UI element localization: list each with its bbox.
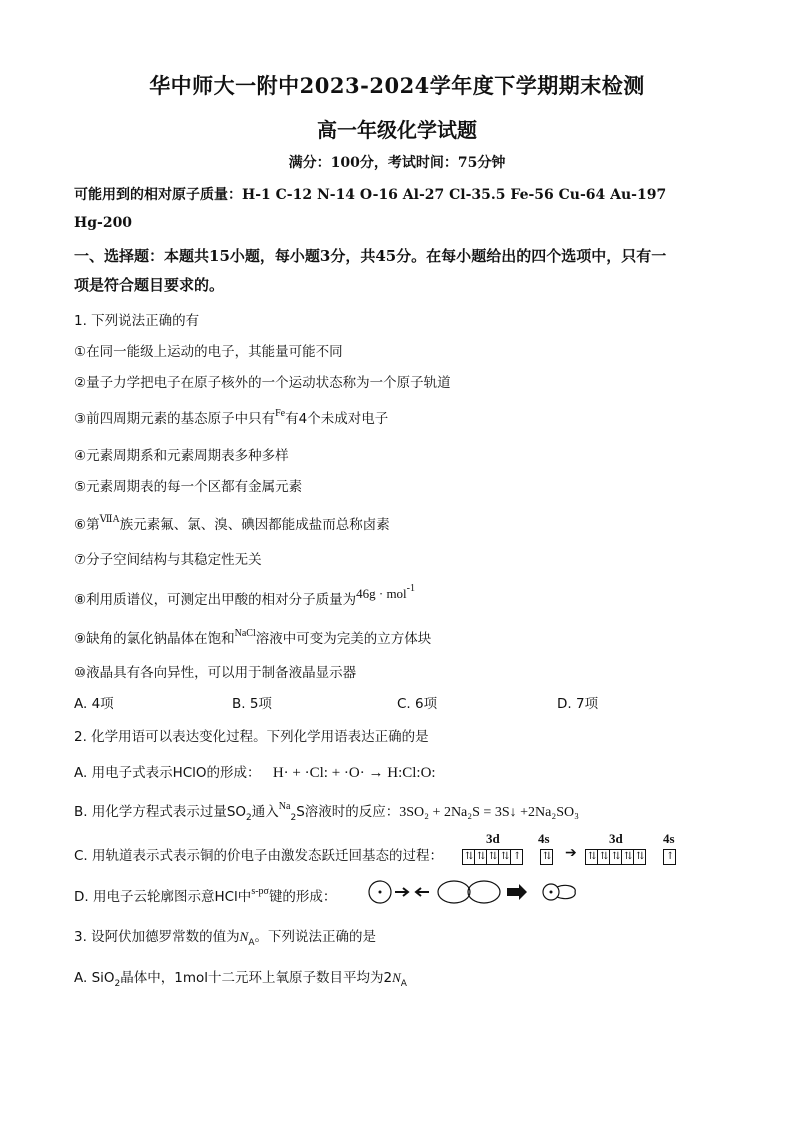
orbital-label-3d: 3d [486,831,500,846]
q2-d-text-b: 键的形成： [268,889,337,905]
q1-s9-text-b: 溶液中可变为完美的立方体块 [255,631,432,647]
q2-option-a [74,761,436,782]
transition-arrow-icon: ➔ [565,845,577,861]
section-heading-line2: 项是符合题目要求的。 [74,276,225,294]
q1-s3-text-b: 有4个未成对电子 [285,411,389,427]
score-time-line: 满分：100分，考试时间：75分钟 [288,155,506,171]
q3-stem-text-a: 3. 设阿伏加德罗常数的值为 [74,929,240,945]
right-arrow-icon [395,888,408,896]
q1-s3-fe: Fe [275,408,286,419]
q1-statement-5: ⑤元素周期表的每一个区都有金属元素 [74,479,303,495]
orbital-label-3d-ground: 3d [609,831,623,846]
q1-s8-value: 46g · mol [356,586,407,601]
q1-stem: 1. 下列说法正确的有 [74,313,200,329]
q2-b-na: Na [278,801,291,812]
q1-option-b: B. 5项 [232,696,272,712]
q2-a-text: A. 用电子式表示HClO的形成： [74,765,261,781]
q3-stem [74,925,377,948]
q1-s3-text-a: ③前四周期元素的基态原子中只有 [74,411,276,427]
q2-d-text-a: D. 用电子云轮廓图示意HCl中 [74,889,252,905]
q2-option-c: C. 用轨道表示式表示铜的价电子由激发态跃迁回基态的过程： [74,848,444,864]
q3-na-sub: A [248,938,255,948]
q2-a-formula: H· + ·Cl: + ·O· → H:Cl:O: [272,765,436,781]
q2-b-text-b: 通入 [251,804,279,820]
exam-title: 华中师大一附中2023-2024学年度下学期期末检测 [149,73,645,98]
electron-cloud-diagram [367,877,577,907]
q3-a-na: N [392,970,401,985]
atomic-masses-line1: 可能用到的相对原子质量：H-1 C-12 N-14 O-16 Al-27 Cl-35.5 Fe-56 Cu-64 Au-197 [74,187,667,203]
q2-option-b: B. 用化学方程式表示过量$SO_2$通入$^{Na}_2$S溶液时的反应：3SO₂ + 2Na₂S = 3S↓ +2Na₂SO₃ [74,801,579,823]
q3-a-text-b: 晶体中，1mol十二元环上氧原子数目平均为2 [120,970,393,986]
bold-arrow-icon [507,884,527,900]
q1-statement-2: ②量子力学把电子在原子核外的一个运动状态称为一个原子轨道 [74,375,451,391]
q1-s6-text-a: ⑥第 [74,517,100,533]
q1-s9-nacl: NaCl [234,628,256,639]
q1-statement-1: ①在同一能级上运动的电子，其能量可能不同 [74,344,343,360]
q2-b-text-d: S溶液时的反应： [296,804,400,820]
q1-statement-8 [74,583,416,608]
q1-s9-text-a: ⑨缺角的氯化钠晶体在饱和 [74,631,235,647]
exam-subtitle: 高一年级化学试题 [317,118,477,142]
q2-d-sp: s-pσ [251,886,269,897]
atomic-masses-line2: Hg-200 [74,215,133,231]
q1-statement-7: ⑦分子空间结构与其稳定性无关 [74,552,262,568]
q1-option-a: A. 4项 [74,696,114,712]
q3-stem-text-b: 。下列说法正确的是 [254,929,377,945]
orbital-label-4s-ground: 4s [663,831,675,846]
q3-a-na-sub: A [400,979,407,989]
q2-stem: 2. 化学用语可以表达变化过程。下列化学用语表达正确的是 [74,729,429,745]
left-arrow-icon [416,888,429,896]
q1-s6-text-b: 族元素氟、氯、溴、碘因都能成盐而总称卤素 [119,517,390,533]
q1-statement-10: ⑩液晶具有各向异性，可以用于制备液晶显示器 [74,665,357,681]
orbital-label-4s: 4s [538,831,550,846]
q2-b-text-a: B. 用化学方程式表示过量SO [74,804,247,820]
p-orbital-lobe-left [438,881,470,903]
section-heading-line1: 一、选择题：本题共15小题，每小题3分，共45分。在每小题给出的四个选项中，只有一 [74,247,667,265]
q2-option-d [74,885,336,905]
sp-overlap-p-icon [557,885,575,898]
p-orbital-lobe-right [468,881,500,903]
q1-option-c: C. 6项 [397,696,438,712]
q1-s8-text-a: ⑧利用质谱仪，可测定出甲酸的相对分子质量为 [74,592,357,608]
q1-statement-9 [74,627,431,647]
q1-s6-group: ⅦA [99,514,120,525]
q1-statement-3 [74,407,388,427]
q1-s8-exponent: -1 [406,583,416,594]
q1-option-d: D. 7项 [557,696,599,712]
q3-option-a: A. SiO$_2$晶体中，1mol十二元环上氧原子数目平均为$2N_A$ [74,970,407,989]
q2-b-equation: 3SO₂ + 2Na₂S = 3S↓ +2Na₂SO₃ [399,805,579,820]
q1-statement-6 [74,513,390,533]
q3-na: N [239,929,249,944]
q1-statement-4: ④元素周期系和元素周期表多种多样 [74,448,289,464]
q3-a-text-a: A. SiO [74,970,115,986]
exam-page: 华中师大一附中2023-2024学年度下学期期末检测 高一年级化学试题 满分：100分，考试时间：75分钟 可能用到的相对原子质量：H-1 C-12 N-14 O-16 Al-27 Cl-35.5 Fe-56 Cu-64 Au-197 Hg-200 一、选择题：本题共15小题，每小题3分，共45分。在每小题给出的四个选项中，只有一 项是符合题目要求的。 1. 下列说法正确的有 ①在同一能级上运动的电子，其能量可能不同 ②量子力学把电子在原子核外的一个运动状态称为一个原子轨道 ③前四周期元素的基态原子中只有$^{Fe}$有4个未成对电子 ④元素周期系和元素周期表多种多样 ⑤元素周期表的每一个区都有金属元素 ⑥第$^{ⅦA}$族元素氟、氯、溴、碘因都能成盐而总称卤素 ⑦分子空间结构与其稳定性无关 ⑧利用质谱仪，可测定出甲酸的相对分子质量为46g · mol$^{-1}$ ⑨缺角的氯化钠晶体在饱和$^{NaCl}$溶液中可变为完美的立方体块 ⑩液晶具有各向异性，可以用于制备液晶显示器 A. 4项 B. 5项 C. 6项 D. 7项 2. 化学用语可以表达变化过程。下列化学用语表达正确的是 A. 用电子式表示HClO的形成： H· + ·Cl: + ·O· → H:Cl:O: B. 用化学方程式表示过量$SO_2$通入$^{Na}_2$S溶液时的反应：3SO₂ + 2Na₂S = 3S↓ +2Na₂SO₃ C. 用轨道表示式表示铜的价电子由激发态跃迁回基态的过程： 3d 4s ⇅ ⇅ ⇅ ⇅ ↑ ⇅ ➔ 3d 4s ⇅ ⇅ ⇅ ⇅ ⇅ ↑ D. 用电子云轮廓图示意HCl中$^{s-p\sigma}$键的形成： 3. 设阿伏加德罗常数的值为$N_A$。下列说法正确的是 A. SiO$_2$晶体中，1mol十二元环上氧原子数目平均为$2N_A$ [0,0,794,1123]
